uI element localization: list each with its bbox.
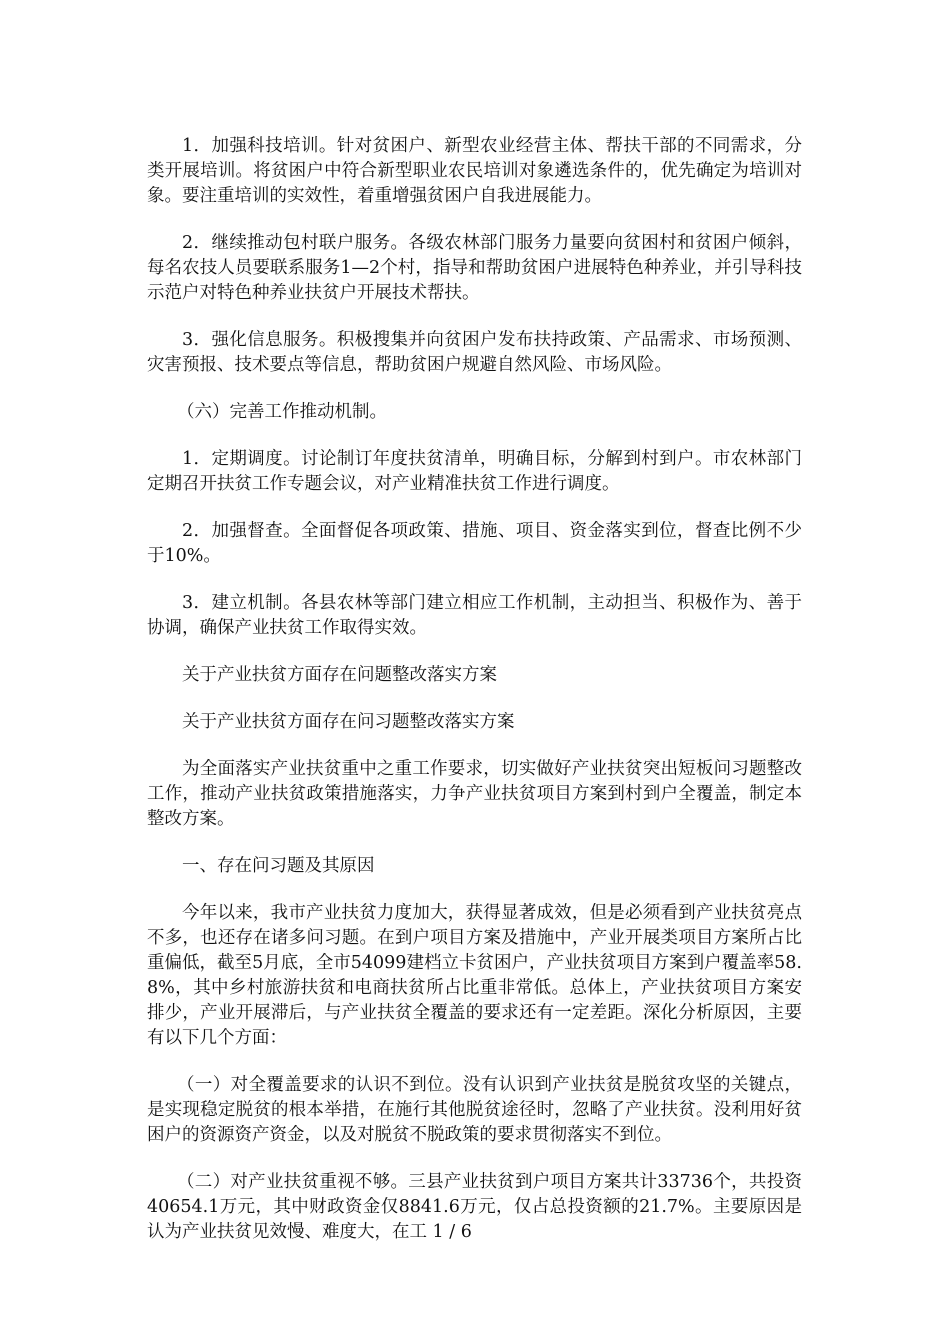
paragraph-reason-one: （一）对全覆盖要求的认识不到位。没有认识到产业扶贫是脱贫攻坚的关键点，是实现稳定脱贫的根本举措，在施行其他脱贫途径时，忽略了产业扶贫。没利用好贫困户的资源资产资金，以及对脱贫不脱政策的要求贯彻落实不到位。 bbox=[147, 1075, 802, 1145]
paragraph-current-status: 今年以来，我市产业扶贫力度加大，获得显著成效，但是必须看到产业扶贫亮点不多，也还存在诸多问习题。在到户项目方案及措施中，产业开展类项目方案所占比重偏低，截至5月底，全市54099建档立卡贫困户，产业扶贫项目方案到户覆盖率58.8%，其中乡村旅游扶贫和电商扶贫所占比重非常低。总体上，产业扶贫项目方案安排少，产业开展滞后，与产业扶贫全覆盖的要求还有一定差距。深化分析原因，主要有以下几个方面： bbox=[147, 903, 802, 1048]
paragraph-tech-training: 1．加强科技培训。针对贫困户、新型农业经营主体、帮扶干部的不同需求，分类开展培训。将贫困户中符合新型职业农民培训对象遴选条件的，优先确定为培训对象。要注重培训的实效性，着重增强贫困户自我进展能力。 bbox=[147, 136, 802, 206]
paragraph-establish-mechanism: 3．建立机制。各县农林等部门建立相应工作机制，主动担当、积极作为、善于协调，确保产业扶贫工作取得实效。 bbox=[147, 593, 802, 638]
paragraph-reason-two: （二）对产业扶贫重视不够。三县产业扶贫到户项目方案共计33736个，共投资40654.1万元，其中财政资金仅8841.6万元，仅占总投资额的21.7%。主要原因是认为产业扶贫见效慢、难度大，在工 1 / 6 bbox=[147, 1172, 802, 1242]
document-title: 关于产业扶贫方面存在问题整改落实方案 bbox=[182, 665, 497, 685]
document-body bbox=[147, 134, 802, 1267]
section-heading-mechanism: （六）完善工作推动机制。 bbox=[177, 402, 387, 422]
paragraph-info-service: 3．强化信息服务。积极搜集并向贫困户发布扶持政策、产品需求、市场预测、灾害预报、技术要点等信息，帮助贫困户规避自然风险、市场风险。 bbox=[147, 330, 802, 375]
paragraph-intro: 为全面落实产业扶贫重中之重工作要求，切实做好产业扶贫突出短板问习题整改工作，推动产业扶贫政策措施落实，力争产业扶贫项目方案到村到户全覆盖，制定本整改方案。 bbox=[147, 759, 802, 829]
paragraph-supervision: 2．加强督查。全面督促各项政策、措施、项目、资金落实到位，督查比例不少于10%。 bbox=[147, 521, 802, 566]
document-subtitle: 关于产业扶贫方面存在问习题整改落实方案 bbox=[182, 712, 515, 732]
section-heading-problems: 一、存在问习题及其原因 bbox=[182, 856, 375, 876]
paragraph-village-service: 2．继续推动包村联户服务。各级农林部门服务力量要向贫困村和贫困户倾斜，每名农技人员要联系服务1—2个村，指导和帮助贫困户进展特色种养业，并引导科技示范户对特色种养业扶贫户开展技术帮扶。 bbox=[147, 233, 802, 303]
paragraph-regular-dispatch: 1．定期调度。讨论制订年度扶贫清单，明确目标，分解到村到户。市农林部门定期召开扶贫工作专题会议，对产业精准扶贫工作进行调度。 bbox=[147, 449, 802, 494]
